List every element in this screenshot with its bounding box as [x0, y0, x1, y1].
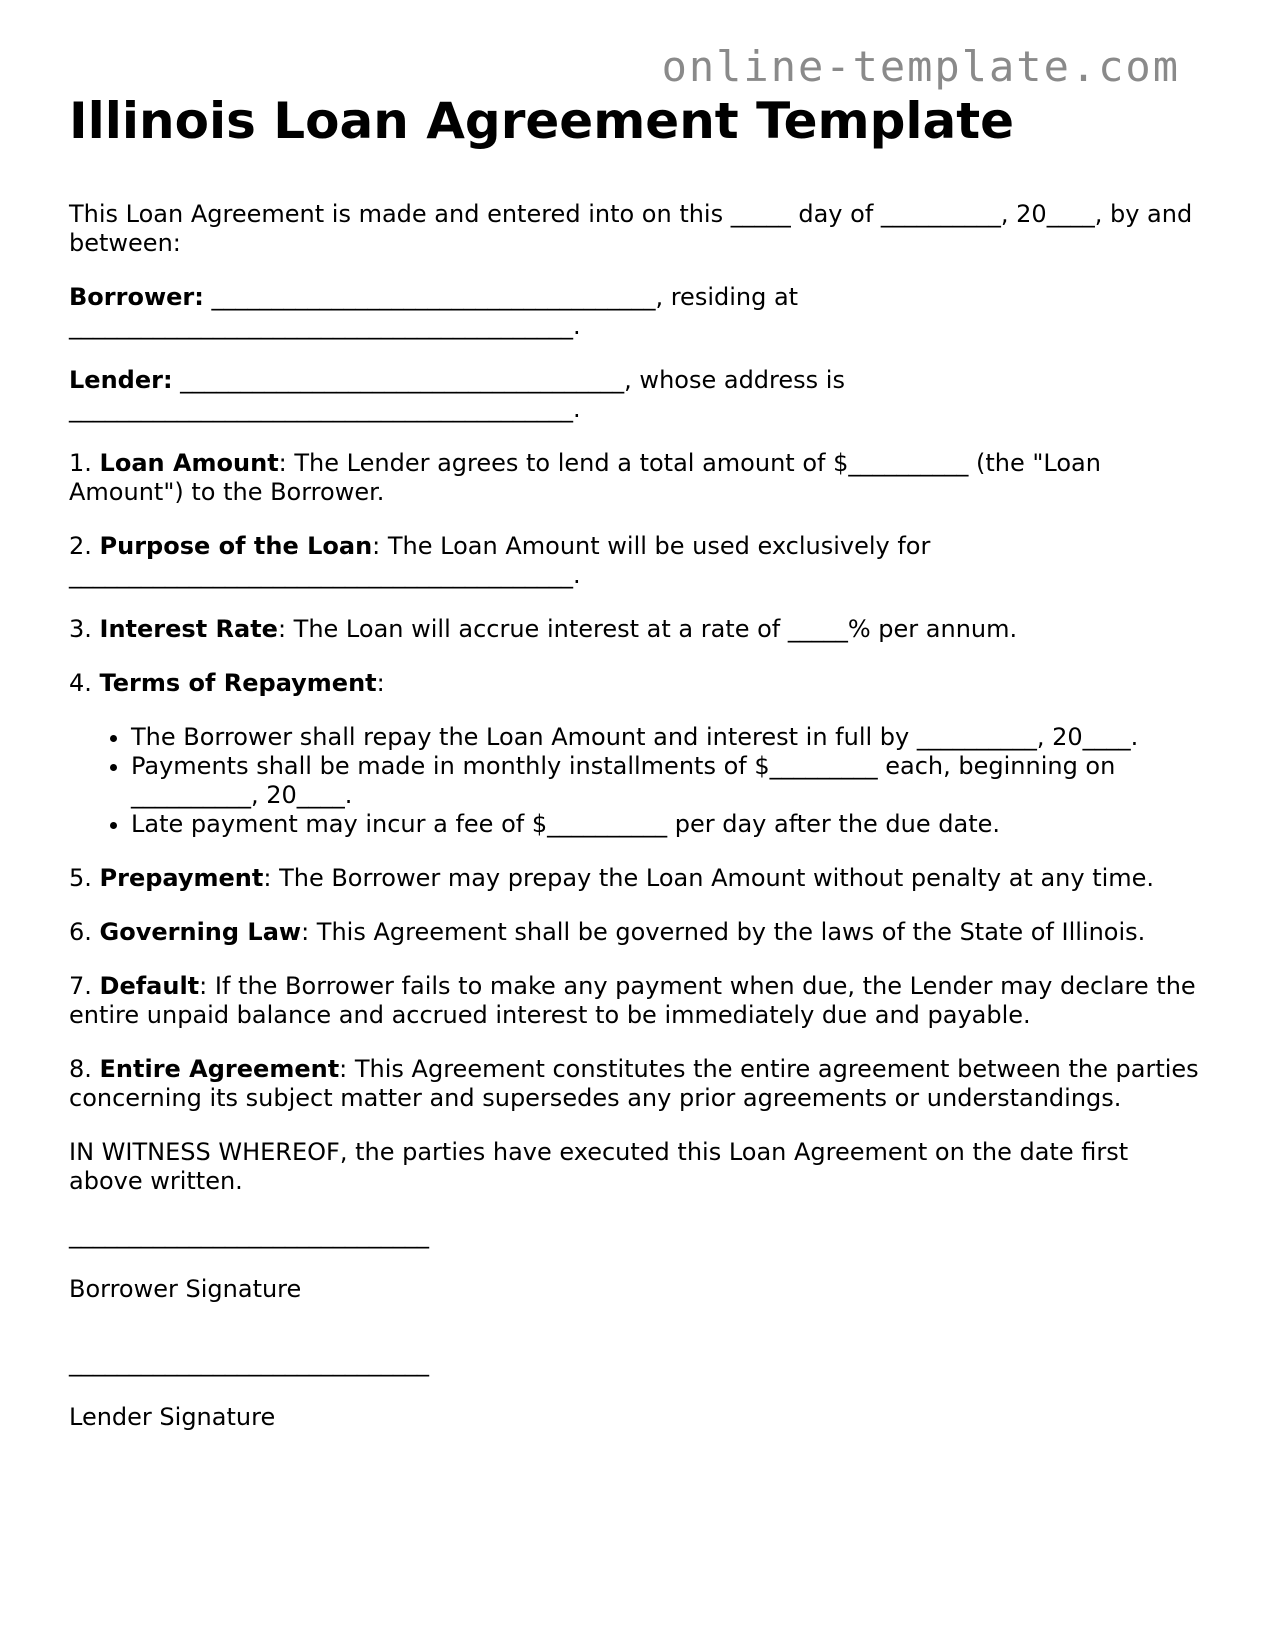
borrower-label: Borrower:	[69, 283, 204, 311]
list-item: • Late payment may incur a fee of $__________ per day after the due date.	[131, 810, 1199, 839]
clause-default	[69, 972, 1199, 1030]
clause-interest-rate	[69, 615, 1199, 644]
clause-number: 3.	[69, 615, 100, 643]
clause-prepayment	[69, 864, 1199, 893]
signature-block	[69, 1221, 1199, 1432]
borrower-paragraph	[69, 283, 1199, 341]
clause-loan-amount	[69, 449, 1199, 507]
clause-text: : The Lender agrees to lend a total amount of $__________ (the "Loan Amount") to the Borrower.	[69, 449, 1101, 506]
clause-text: : This Agreement constitutes the entire agreement between the parties concerning its subject matter and supersedes any prior agreements or understandings.	[69, 1055, 1199, 1112]
clause-number: 5.	[69, 864, 100, 892]
clause-purpose	[69, 532, 1199, 590]
clause-heading: Entire Agreement	[99, 1055, 340, 1083]
watermark: online-template.com	[661, 42, 1180, 91]
lender-fields: _____________________________________, whose address is __________________________________________.	[69, 366, 845, 423]
clause-text: : The Borrower may prepay the Loan Amount without penalty at any time.	[263, 864, 1155, 892]
clause-text: : The Loan Amount will be used exclusively for __________________________________________.	[69, 532, 931, 589]
clause-number: 2.	[69, 532, 100, 560]
clause-number: 6.	[69, 918, 100, 946]
borrower-signature-line: ______________________________	[69, 1221, 429, 1249]
intro-paragraph: This Loan Agreement is made and entered into on this _____ day of __________, 20____, by and between:	[69, 200, 1193, 257]
clause-heading: Purpose of the Loan	[99, 532, 373, 560]
lender-signature-label: Lender Signature	[69, 1403, 276, 1431]
clause-entire-agreement	[69, 1055, 1199, 1113]
clause-heading: Governing Law	[99, 918, 302, 946]
clause-heading: Terms of Repayment	[99, 669, 377, 697]
clause-text: : If the Borrower fails to make any payment when due, the Lender may declare the entire unpaid balance and accrued interest to be immediately due and payable.	[69, 972, 1196, 1029]
list-item: • Payments shall be made in monthly installments of $_________ each, beginning on __________, 20____.	[131, 752, 1199, 810]
clause-text: : This Agreement shall be governed by the laws of the State of Illinois.	[301, 918, 1146, 946]
clause-text: : The Loan will accrue interest at a rate of _____% per annum.	[277, 615, 1018, 643]
lender-label: Lender:	[69, 366, 173, 394]
clause-number: 1.	[69, 449, 100, 477]
lender-signature-line: ______________________________	[69, 1349, 429, 1377]
witness-paragraph: IN WITNESS WHEREOF, the parties have executed this Loan Agreement on the date first above written.	[69, 1138, 1129, 1195]
borrower-signature-label: Borrower Signature	[69, 1275, 302, 1303]
borrower-fields: _____________________________________, residing at __________________________________________.	[69, 283, 799, 340]
lender-paragraph	[69, 366, 1199, 424]
clause-heading: Prepayment	[99, 864, 264, 892]
list-item: • The Borrower shall repay the Loan Amount and interest in full by __________, 20____.	[131, 723, 1199, 752]
clause-heading: Default	[99, 972, 200, 1000]
clause-number: 8.	[69, 1055, 100, 1083]
clause-text: :	[376, 669, 385, 697]
clause-terms-of-repayment	[69, 669, 1199, 698]
page-title: Illinois Loan Agreement Template	[69, 92, 1015, 150]
document-page	[69, 80, 1199, 1457]
clause-number: 4.	[69, 669, 100, 697]
clause-heading: Loan Amount	[99, 449, 279, 477]
clause-heading: Interest Rate	[99, 615, 278, 643]
clause-number: 7.	[69, 972, 100, 1000]
clause-governing-law	[69, 918, 1199, 947]
repayment-list	[69, 723, 1199, 839]
